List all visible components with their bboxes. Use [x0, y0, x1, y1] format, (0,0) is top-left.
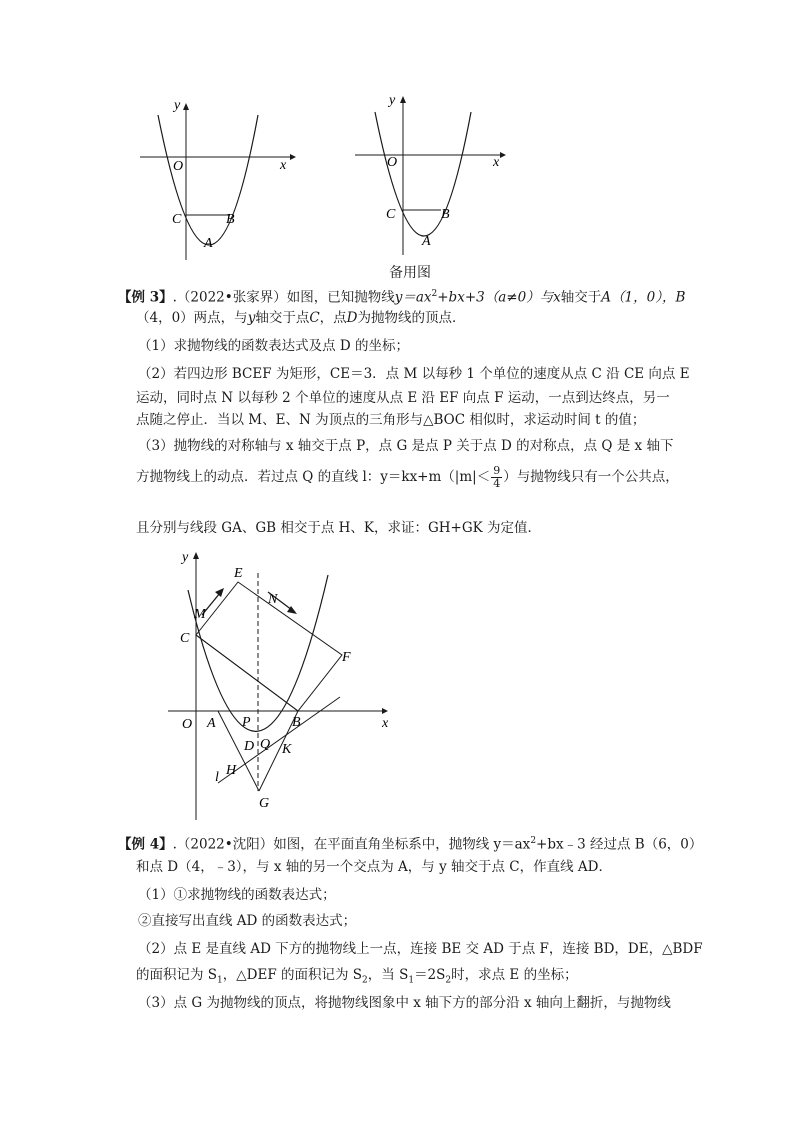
question-2-line-2 — [136, 966, 578, 990]
text-span: ）与抛物线只有一个公共点， — [503, 469, 679, 485]
text-span: ，△DEF 的面积记为 S — [222, 967, 363, 983]
label-d: D — [244, 739, 255, 754]
label-q: Q — [260, 737, 271, 752]
exponent: 2 — [530, 836, 537, 846]
text-span: （4，0）两点，与 — [136, 310, 248, 326]
label-f: F — [342, 650, 351, 665]
question-1b: ②直接写出直线 AD 的函数表达式； — [138, 913, 357, 929]
text-span: 为抛物线的顶点． — [357, 310, 466, 326]
label-l: l — [215, 770, 219, 785]
label-c: C — [180, 631, 190, 646]
text-span: 的面积记为 S — [136, 967, 218, 983]
text-span: 方抛物线上的动点．若过点 Q 的直线 l：y＝kx+m（|m|＜ — [136, 469, 491, 485]
label-b: B — [441, 207, 450, 222]
figure-3 — [160, 545, 410, 825]
question-2-line-1: （2）若四边形 BCEF 为矩形，CE＝3．点 M 以每秒 1 个单位的速度从点 C 沿 CE 向点 E — [138, 366, 690, 382]
equation: +bx+3（a≠0）与 — [437, 289, 554, 306]
var: x — [553, 289, 561, 306]
text-span: 时，求点 E 的坐标； — [451, 967, 578, 983]
label-y: y — [174, 98, 181, 113]
x-axis-arrow — [382, 708, 388, 714]
segment-cb — [196, 635, 298, 711]
text-span: 如图，已知抛物线 — [286, 289, 395, 306]
var: y — [247, 310, 256, 326]
figure-1 — [130, 95, 305, 265]
text-span: 轴交于点 — [255, 310, 310, 326]
x-axis-arrow — [500, 152, 506, 158]
label-o: O — [387, 155, 398, 170]
question-2-line-2: 运动，同时点 N 以每秒 2 个单位的速度从点 E 沿 EF 向点 F 运动，一点到达终点，另一 — [136, 390, 670, 406]
label-p: P — [242, 715, 251, 730]
x-axis-arrow — [290, 154, 296, 160]
y-axis-arrow — [183, 103, 189, 110]
fraction — [491, 465, 502, 490]
label-a: A — [204, 236, 213, 251]
text-span: 轴交于 — [560, 289, 602, 306]
var: C — [309, 310, 320, 326]
fraction-numerator: 9 — [493, 464, 501, 477]
example-4-line-2: 和点 D（4，﹣3），与 x 轴的另一个交点为 A，与 y 轴交于点 C，作直线 AD． — [136, 859, 612, 875]
subscript: 2 — [445, 975, 452, 986]
label-a: A — [207, 716, 216, 731]
example-tag: 【例 4】 — [118, 836, 173, 853]
y-axis-arrow — [193, 552, 199, 559]
label-c: C — [386, 207, 396, 222]
label-h: H — [226, 763, 237, 778]
question-1: （1）①求抛物线的函数表达式； — [138, 887, 336, 903]
example-4-line-1 — [118, 832, 702, 854]
points: A（1，0），B — [601, 289, 686, 306]
question-2-line-1: （2）点 E 是直线 AD 下方的抛物线上一点，连接 BE 交 AD 于点 F，连接 BD，DE，△BDF — [138, 941, 703, 957]
label-x: x — [280, 158, 287, 173]
example-tag: 【例 3】 — [118, 289, 173, 306]
example-source: .（2022•张家界） — [172, 289, 287, 306]
figure-caption: 备用图 — [389, 265, 431, 281]
exponent: 2 — [431, 289, 438, 299]
arrow-m-head — [215, 588, 224, 597]
tangent-line-l — [218, 697, 340, 783]
question-3-line-1: （3）抛物线的对称轴与 x 轴交于点 P，点 G 是点 P 关于点 D 的对称点，点 Q 是 x 轴下 — [138, 438, 674, 454]
fraction-denominator: 4 — [493, 477, 501, 490]
label-x: x — [382, 716, 389, 731]
text-span: ，当 S — [367, 967, 409, 983]
text-span: +bx﹣3 经过点 B（6，0） — [536, 836, 703, 853]
example-3-line-1 — [118, 285, 685, 307]
y-axis-arrow — [400, 96, 406, 103]
label-b: B — [226, 212, 235, 227]
label-o: O — [182, 717, 193, 732]
label-x: x — [493, 155, 500, 170]
label-e: E — [234, 566, 243, 581]
subscript: 1 — [408, 975, 415, 986]
label-y: y — [389, 93, 396, 108]
equation: y＝ax — [394, 289, 432, 306]
question-3-line-1: （3）点 G 为抛物线的顶点，将抛物线图象中 x 轴下方的部分沿 x 轴向上翻折，与抛物线 — [138, 995, 671, 1011]
text-span: 如图，在平面直角坐标系中，抛物线 y＝ax — [273, 836, 531, 853]
label-k: K — [282, 742, 292, 757]
label-c: C — [172, 212, 182, 227]
label-m: M — [194, 607, 206, 622]
label-o: O — [173, 159, 184, 174]
label-b: B — [292, 715, 301, 730]
question-1: （1）求抛物线的函数表达式及点 D 的坐标； — [138, 338, 409, 354]
figure-2 — [345, 90, 520, 260]
example-source: .（2022•沈阳） — [172, 836, 274, 853]
label-y: y — [182, 550, 189, 565]
var: D — [346, 310, 358, 326]
example-4 — [118, 832, 794, 1032]
text-span: ，点 — [319, 310, 347, 326]
label-a: A — [422, 234, 431, 249]
question-2-line-3: 点随之停止．当以 M、E、N 为顶点的三角形与△BOC 相似时，求运动时间 t 的值； — [136, 412, 646, 428]
question-3-line-3: 且分别与线段 GA、GB 相交于点 H、K，求证：GH+GK 为定值． — [136, 520, 541, 536]
text-span: ＝2S — [414, 967, 446, 983]
question-3-line-2 — [136, 465, 679, 490]
example-3-line-2 — [136, 309, 466, 327]
subscript: 1 — [217, 975, 223, 986]
example-3 — [118, 285, 794, 545]
label-n: N — [268, 592, 278, 607]
subscript: 2 — [362, 975, 368, 986]
label-g: G — [259, 796, 270, 811]
